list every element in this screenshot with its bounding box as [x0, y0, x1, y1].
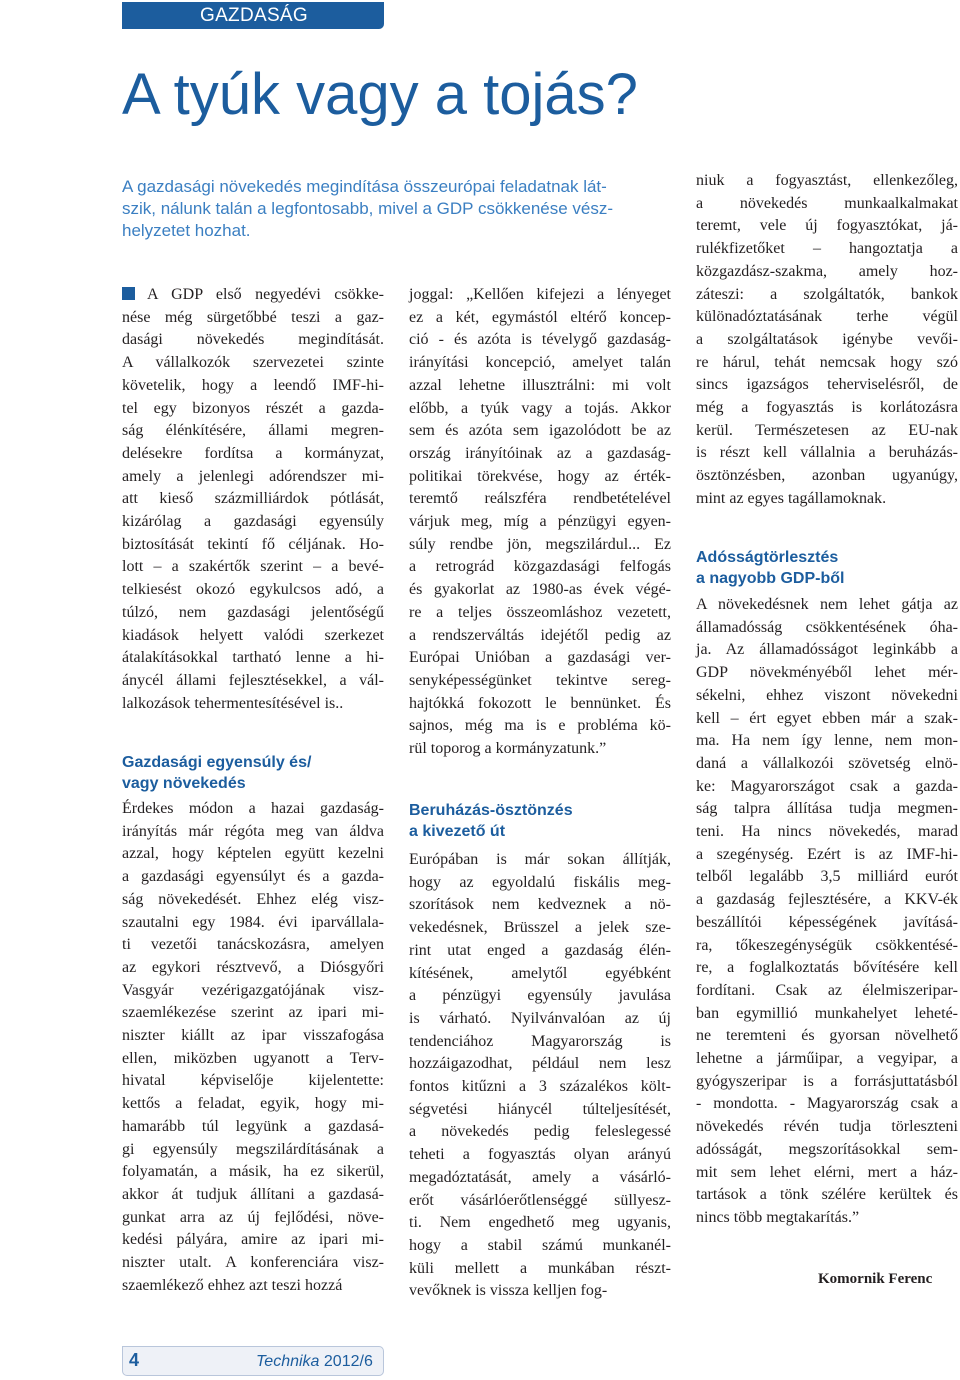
- subheading-line: a kivezető út: [409, 823, 506, 840]
- text-line: niuk a fogyasztást, ellenkezőleg,: [696, 172, 958, 189]
- text-line: sajnos, még ma is e probléma kö-: [409, 717, 671, 735]
- text-line: súly rendbe jön, megszilárdul... Ez: [409, 535, 671, 553]
- text-line: a gazdaság fejlesztésére, a KKV-ék: [696, 891, 958, 909]
- text-line: vevőknek is vissza kelljen fog-: [409, 1282, 608, 1300]
- text-line: hajtókká fokozott le bennünket. És: [409, 694, 671, 712]
- magazine-name: Technika: [256, 1353, 320, 1370]
- subheading-line: vagy növekedés: [122, 775, 246, 792]
- text-line: Vasgyár vezérigazgatójának visz-: [122, 981, 384, 999]
- text-line: ösztönzésben, azonban ugyanúgy,: [696, 467, 958, 485]
- text-line: A növekedésnek nem lehet gátja az: [696, 596, 958, 613]
- text-line: ság talpra állítása tudja megmen-: [696, 800, 958, 818]
- text-line: tel egy bizonyos részét a gazda-: [122, 399, 384, 417]
- text-line: közgazdász-szakma, amely hoz-: [696, 262, 958, 280]
- text-line: szorítások nem kedveznek a nö-: [409, 896, 671, 914]
- text-line: ellen, miközben ugyanott a Terv-: [122, 1049, 384, 1067]
- text-line: hamarább túl legyünk a gazdasá-: [122, 1117, 384, 1135]
- text-line: tendenciához Magyarország is: [409, 1032, 671, 1050]
- text-line: követelik, hogy a leendő IMF-hi-: [122, 376, 384, 394]
- text-line: várjuk meg, míg a pénzügyi egyen-: [409, 513, 671, 531]
- text-line: ánycél állami fejlesztésekkel, a vál-: [122, 671, 384, 689]
- text-line: folyamatán, a másik, ha ez sikerül,: [122, 1163, 384, 1181]
- text-line: sincs igazságos teherviselésről, de: [696, 376, 958, 394]
- text-line: a pénzügyi egyensúly javulása: [409, 987, 671, 1005]
- column-2-body: [409, 849, 671, 1303]
- text-line: vekedésnek, Brüsszel a jelek sze-: [409, 919, 671, 937]
- text-line: ségvetési hiánycél túlteljesítését,: [409, 1100, 671, 1118]
- text-line: ban egymillió munkahelyet leheté-: [696, 1004, 958, 1022]
- text-line: különadóztatásának terhe végül: [696, 308, 958, 326]
- text-line: politikai törekvése, hogy az érték-: [409, 467, 671, 485]
- text-line: re hárul, tehát nemcsak hogy szó: [696, 353, 958, 371]
- text-line: hivatal képviselője kijelentette:: [122, 1072, 384, 1090]
- text-line: kizárólag a gazdasági egyensúly: [122, 513, 384, 531]
- text-line: senyképességünket tekintve sereg-: [409, 671, 671, 689]
- column-1-body: [122, 798, 384, 1297]
- lead-line: szik, nálunk talán a legfontosabb, mivel a GDP csökkenése vész-: [122, 199, 614, 218]
- text-line: a retrográd közgazdasági felfogás: [409, 558, 671, 576]
- issue-number: 2012/6: [323, 1353, 373, 1370]
- text-line: a szolgáltatások igénybe vevői-: [696, 330, 958, 348]
- text-line: telből legalább 3,5 milliárd eurót: [696, 868, 958, 886]
- text-line: ma. Ha nem így lenne, nem mon-: [696, 732, 958, 750]
- text-line: záteszi: a szolgáltatók, bankok: [696, 285, 958, 303]
- text-line: rint utat enged a gazdaság élén-: [409, 941, 671, 959]
- text-line: kedési pályára, amire az ipari mi-: [122, 1231, 384, 1249]
- text-line: a növekedés pedig feleslegessé: [409, 1123, 671, 1141]
- subheading-line: a nagyobb GDP-ből: [696, 570, 845, 587]
- article-title: A tyúk vagy a tojás?: [122, 62, 638, 127]
- text-line: rulékfizetőket – hangoztatja a: [696, 240, 958, 258]
- text-line: re a teljes összeomláshoz vezetett,: [409, 603, 671, 621]
- text-line: gi egyensúly megszilárdításának a: [122, 1140, 384, 1158]
- subheading-beruhazas: [409, 800, 671, 842]
- text-line: a szegénység. Ezért is az IMF-hi-: [696, 845, 958, 863]
- text-line: erőt vásárlóerőtlenséggé süllyesz-: [409, 1191, 671, 1209]
- text-line: niszter kiállt az ipar visszafogása: [122, 1027, 384, 1045]
- text-line: irányítási koncepció, amelyet talán: [409, 354, 671, 372]
- text-line: sem és azóta sem igazolódott be az: [409, 422, 671, 440]
- text-line: gunkat arra az új fejlődési, növe-: [122, 1208, 384, 1226]
- text-line: teni. Ha nincs növekedés, marad: [696, 823, 958, 841]
- text-line: ti vezetői tanácskozásra, amelyen: [122, 936, 384, 954]
- text-line: ez a két, egymástól eltérő koncep-: [409, 308, 671, 326]
- text-line: beszállítói képességének javításá-: [696, 913, 958, 931]
- text-line: fordítani. Csak az élelmiszeripar-: [696, 981, 958, 999]
- text-line: még a fogyasztás is korlátozásra: [696, 399, 958, 417]
- text-line: is várható. Nyilvánvalóan az új: [409, 1009, 671, 1027]
- text-line: telkiesést okozó egykulcsos adó, a: [122, 581, 384, 599]
- text-line: ció - és azóta is tévelygő gazdaság-: [409, 331, 671, 349]
- text-line: kítésének, amelytől egyébként: [409, 964, 671, 982]
- text-line: - mondotta. - Magyarország csak a: [696, 1095, 958, 1113]
- subheading-line: Adósságtörlesztés: [696, 549, 839, 566]
- text-line: gyógyszeripar is a forrásjuttatásból: [696, 1072, 958, 1090]
- text-line: mit sem lehet elérni, mert a ház-: [696, 1163, 958, 1181]
- text-line: delésekre fordítsa a kormányzat,: [122, 444, 384, 462]
- text-line: hozzáigazodhat, például nem lesz: [409, 1055, 671, 1073]
- text-line: ne teremteni és gyorsan növelhető: [696, 1027, 958, 1045]
- text-line: Érdekes módon a hazai gazdaság-: [122, 800, 384, 817]
- text-line: ország irányítóinak az a gazdaság-: [409, 444, 671, 462]
- text-line: ti. Nem engedhető meg ugyanis,: [409, 1214, 671, 1232]
- text-line: Európai Unióban a gazdasági ver-: [409, 649, 671, 667]
- column-2-quote: [409, 284, 671, 761]
- text-line: adósságát, megszorításokkal sem-: [696, 1140, 958, 1158]
- text-line: dasági növekedés megindítását.: [122, 331, 384, 349]
- column-3-top: [696, 170, 958, 511]
- text-line: az egykori résztvevő, a Diósgyőri: [122, 958, 384, 976]
- subheading-egyensuly: [122, 752, 384, 794]
- text-line: előbb, a tyúk vagy a tojás. Akkor: [409, 399, 671, 417]
- text-line: sékelni, ehhez viszont növekedni: [696, 686, 958, 704]
- text-line: biztosítását tekintí fő céljának. Ho-: [122, 535, 384, 553]
- text-line: akkor át tudjuk állítani a gazdasá-: [122, 1185, 384, 1203]
- section-label: GAZDASÁG: [200, 5, 308, 26]
- text-line: kiadások helyett valódi szerkezet: [122, 626, 384, 644]
- text-line: kell – ért egyet ebben már a szak-: [696, 709, 958, 727]
- text-line: nése még sürgetőbbé teszi a gaz-: [122, 308, 384, 326]
- text-line: fontos kitűzni a 3 százalékos költ-: [409, 1078, 671, 1096]
- article-lead: [122, 176, 682, 242]
- text-line-content: A GDP első negyedévi csökke-: [147, 286, 384, 303]
- magazine-issue: [256, 1353, 373, 1371]
- text-line: és gyakorlat az 1980-as évek végé-: [409, 581, 671, 599]
- text-line: mint az egyes tagállamoknak.: [696, 489, 887, 507]
- text-line: a rendszerváltás idejétől pedig az: [409, 626, 671, 644]
- text-line: lehetne a járműipar, a vegyipar, a: [696, 1050, 958, 1068]
- text-line: ke: Magyarországot csak a gazda-: [696, 777, 958, 795]
- text-line: lalkozások tehermentesítésével is..: [122, 694, 344, 712]
- text-line: att kieső százmilliárdok pótlását,: [122, 490, 384, 508]
- text-line: megadóztatását, amely a vásárló-: [409, 1168, 671, 1186]
- text-line: ság élénkítésére, állami megren-: [122, 422, 384, 440]
- text-line: daná a vállalkozói szövetség elnö-: [696, 754, 958, 772]
- text-line: államadósság csökkentésének óha-: [696, 618, 958, 636]
- text-line: szaemlékező ehhez azt teszi hozzá: [122, 1276, 343, 1294]
- text-line: nincs több megtakarítás.”: [696, 1208, 860, 1226]
- text-line: joggal: „Kellően kifejezi a lényeget: [409, 286, 671, 303]
- text-line: szautalni egy 1984. évi iparvállala-: [122, 913, 384, 931]
- text-line: hogy az egyoldalú fiskális meg-: [409, 873, 671, 891]
- text-line: a gazdasági egyensúlyt és a gazda-: [122, 868, 384, 886]
- text-line: Európában is már sokan állítják,: [409, 851, 671, 868]
- text-line: a növekedés munkaalkalmakat: [696, 194, 958, 212]
- text-line: túlzó, nem gazdasági jelentőségű: [122, 603, 384, 621]
- text-line: ra, tőkeszegénységük csökkentésé-: [696, 936, 958, 954]
- text-line: is részt kell vállalnia a beruházás-: [696, 444, 958, 462]
- text-line: niszter utalt. A konferenciára visz-: [122, 1254, 384, 1272]
- text-line: növekedés révén tudja törleszteni: [696, 1118, 958, 1136]
- text-line: tartások a tönk szélére kerültek és: [696, 1186, 958, 1204]
- subheading-line: Beruházás-ösztönzés: [409, 802, 573, 819]
- text-line: ság növekedését. Ehhez elég visz-: [122, 890, 384, 908]
- text-line: A vállalkozók szervezetei szinte: [122, 354, 384, 372]
- article-author: Komornik Ferenc: [818, 1271, 933, 1287]
- subheading-line: Gazdasági egyensúly és/: [122, 754, 312, 771]
- text-line: teremtő reálszféra rendbetételével: [409, 490, 671, 508]
- text-line: re, a foglalkoztatás bővítésére kell: [696, 959, 958, 977]
- text-line: rül toporog a kormányzatunk.”: [409, 740, 607, 758]
- text-line: lott – a szakértők szerint – a bevé-: [122, 558, 384, 576]
- text-line: azzal lehetne illusztrálni: mi volt: [409, 376, 671, 394]
- page-number: 4: [129, 1350, 140, 1370]
- text-line: átalakításokkal tartható lenne a hi-: [122, 649, 384, 667]
- lead-line: A gazdasági növekedés megindítása összeurópai feladatnak lát-: [122, 177, 607, 196]
- text-line: [122, 284, 384, 307]
- text-line: kerül. Természetesen az EU-nak: [696, 421, 958, 439]
- text-line: kettős a feladat, egyik, hogy mi-: [122, 1095, 384, 1113]
- column-3-body: [696, 594, 958, 1230]
- text-line: irányítás már régóta meg van áldva: [122, 822, 384, 840]
- text-line: teremt, vele új fogyasztókat, já-: [696, 217, 958, 235]
- text-line: teheti a fogyasztás olyan arányú: [409, 1146, 671, 1164]
- subheading-adossag: [696, 547, 958, 589]
- text-line: GDP növekményéből lehet mér-: [696, 664, 958, 682]
- text-line: szaemlékezése szerint az ipari mi-: [122, 1004, 384, 1022]
- paragraph-bullet-icon: [122, 287, 135, 300]
- column-1-intro: [122, 284, 384, 715]
- text-line: azzal, hogy képtelen együtt kezelni: [122, 845, 384, 863]
- text-line: ja. Az államadósságot leginkább a: [696, 641, 958, 659]
- text-line: küli mellett a munkában részt-: [409, 1259, 671, 1277]
- text-line: amely a jelenlegi adórendszer mi-: [122, 467, 384, 485]
- text-line: hogy a stabil számú munkanél-: [409, 1236, 671, 1254]
- lead-line: helyzetet hozhat.: [122, 221, 251, 240]
